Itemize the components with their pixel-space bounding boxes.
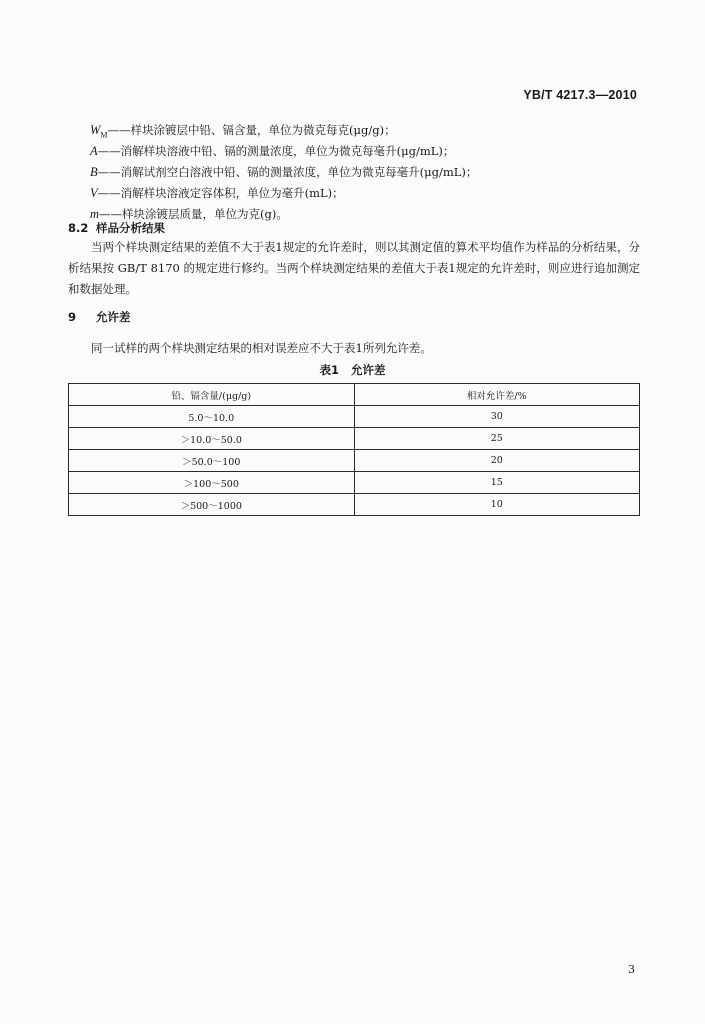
table-row [69,406,640,428]
definition-row [90,162,477,183]
definition-symbol: V [90,186,98,200]
definition-row [90,183,477,204]
standard-code: YB/T 4217.3—2010 [523,88,637,102]
section-9-heading [68,309,131,325]
definition-text: ——消解样块溶液定容体积，单位为毫升(mL)； [97,186,344,200]
section-9-body: 同一试样的两个样块测定结果的相对误差应不大于表1所列允许差。 [91,341,432,355]
table-cell: 15 [354,472,640,494]
table-cell: ＞500～1000 [69,494,355,516]
definition-symbol: B [90,165,98,179]
definition-text: ——消解试剂空白溶液中铅、镉的测量浓度，单位为微克每毫升(μg/mL)； [97,165,478,179]
table-header-row [69,384,640,406]
column-header: 铅、镉含量/(μg/g) [69,384,355,406]
definition-row [90,120,477,141]
section-title: 样品分析结果 [96,221,166,235]
table-cell: ＞50.0～100 [69,450,355,472]
tolerance-table [68,383,640,516]
table-cell: 10 [354,494,640,516]
section-number: 8.2 [68,221,89,235]
definition-symbol: m [90,207,100,221]
definition-text: ——消解样块溶液中铅、镉的测量浓度，单位为微克每毫升(μg/mL)； [97,144,455,158]
table-cell: 30 [354,406,640,428]
definition-symbol: $W_M$ [90,123,108,140]
table-cell: ＞100～500 [69,472,355,494]
table-cell: 5.0～10.0 [69,406,355,428]
section-number: 9 [68,310,77,324]
table-row [69,450,640,472]
table-cell: 25 [354,428,640,450]
table-cell: 20 [354,450,640,472]
definition-text: ——样块涂镀层中铅、镉含量，单位为微克每克(μg/g)； [107,123,396,137]
definition-row [90,141,477,162]
table-cell: ＞10.0～50.0 [69,428,355,450]
table-caption [0,362,705,378]
section-title: 允许差 [96,310,131,324]
table-row [69,494,640,516]
section-8-2-heading [68,220,165,236]
table-row [69,428,640,450]
table-caption-title: 允许差 [351,363,386,377]
page-number: 3 [628,963,635,976]
section-8-2-body: 当两个样块测定结果的差值不大于表1规定的允许差时，则以其测定值的算术平均值作为样品的分析结果，分析结果按 GB/T 8170 的规定进行修约。当两个样块测定结果的差值大于表1规定的允许差时，则应进行追加测定和数据处理。 [68,240,640,296]
definition-symbol: A [90,144,98,158]
column-header: 相对允许差/% [354,384,640,406]
table-caption-number: 表1 [319,363,339,377]
definition-text: ——样块涂镀层质量，单位为克(g)。 [99,207,288,221]
table-row [69,472,640,494]
symbol-definitions [90,120,477,225]
